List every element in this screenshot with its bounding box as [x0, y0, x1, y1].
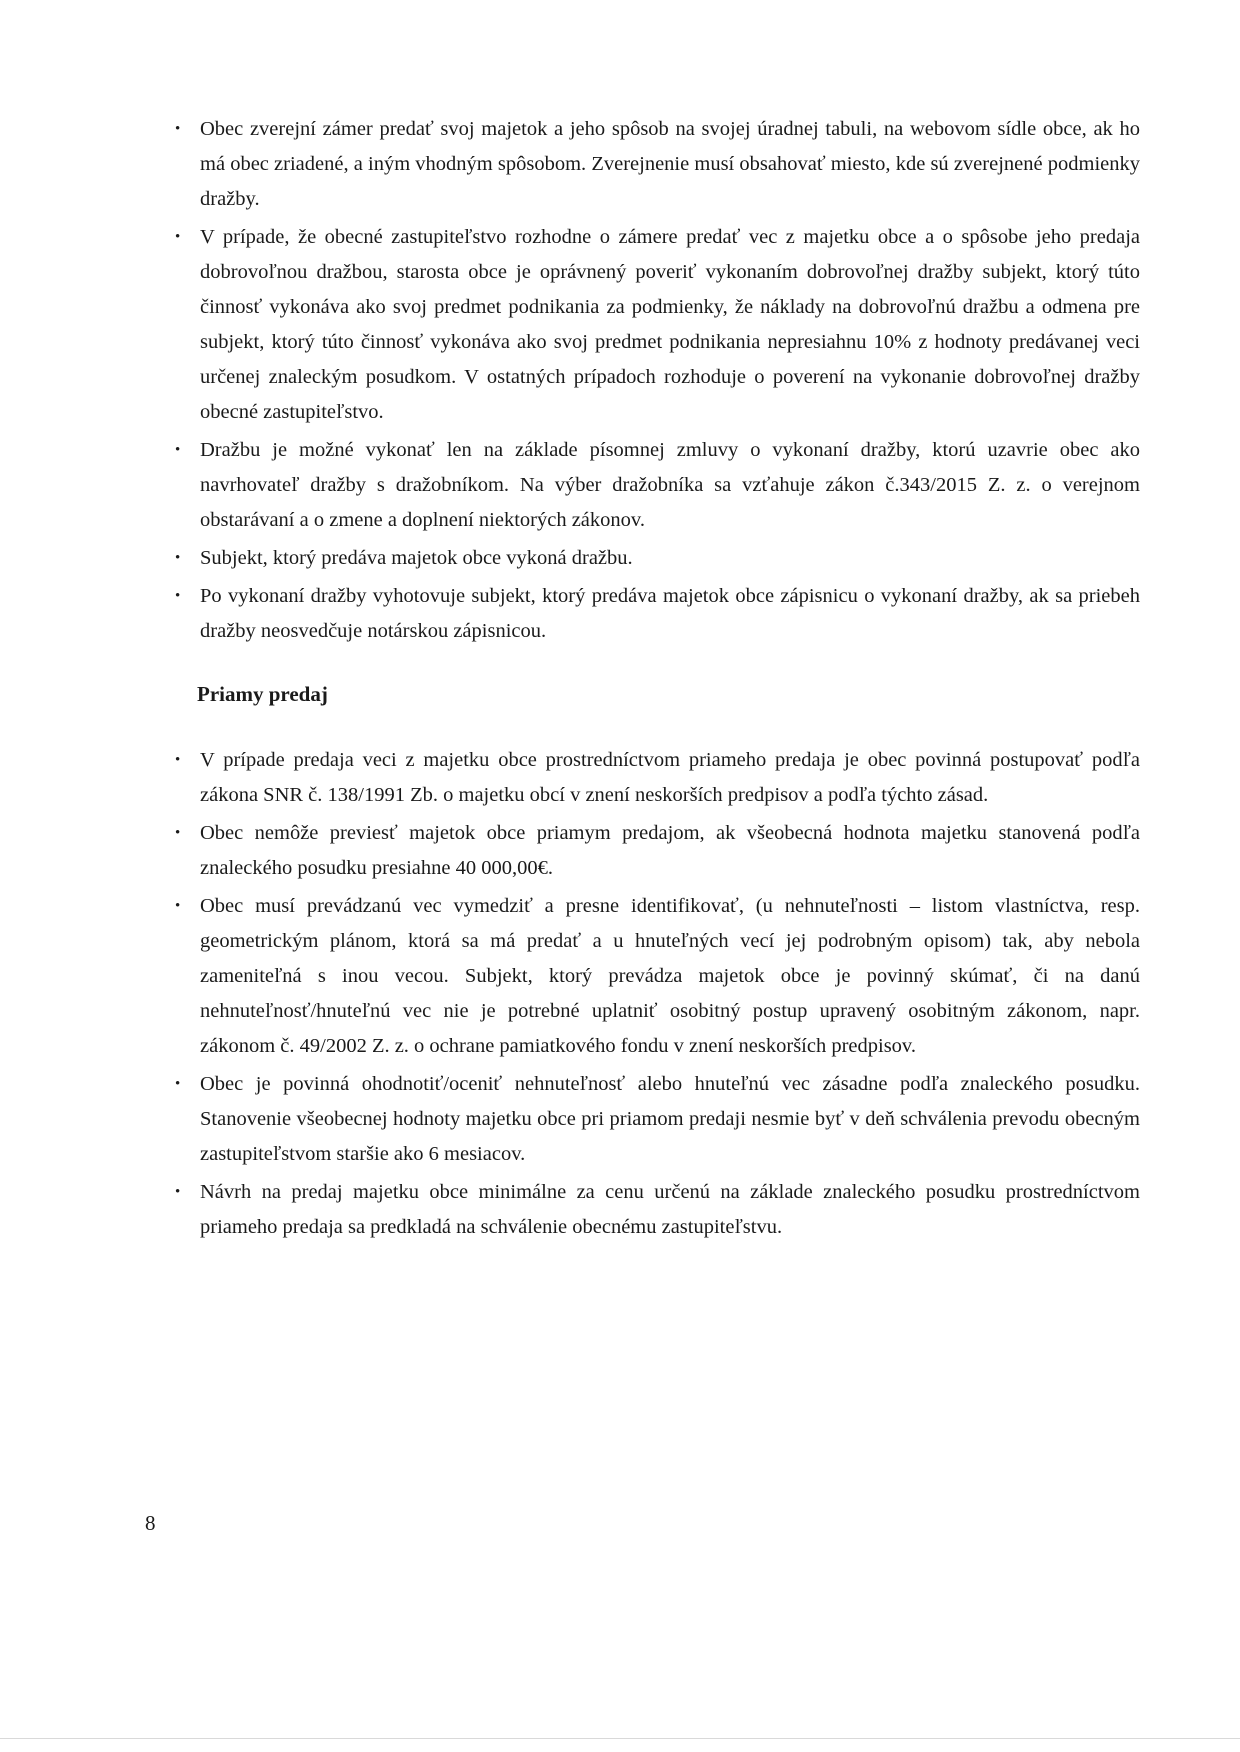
list-item-text: Obec nemôže previesť majetok obce priamym predajom, ak všeobecná hodnota majetku stanovená podľa znaleckého posudku presiahne 40 000,00€. — [200, 822, 1140, 879]
auction-rules-list — [175, 112, 1140, 649]
list-item — [175, 433, 1140, 538]
list-item-text: Návrh na predaj majetku obce minimálne za cenu určenú na základe znaleckého posudku prostredníctvom priameho predaja sa predkladá na schválenie obecnému zastupiteľstvu. — [200, 1181, 1140, 1238]
section-heading: Priamy predaj — [197, 682, 328, 706]
list-item-text: Po vykonaní dražby vyhotovuje subjekt, ktorý predáva majetok obce zápisnicu o vykonaní dražby, ak sa priebeh dražby neosvedčuje notárskou zápisnicou. — [200, 585, 1140, 642]
list-item — [175, 220, 1140, 430]
list-item — [175, 579, 1140, 649]
list-item — [175, 889, 1140, 1064]
list-item — [175, 816, 1140, 886]
page-content — [175, 112, 1140, 1248]
list-item — [175, 541, 1140, 576]
direct-sale-rules-list — [175, 743, 1140, 1245]
bullet-icon: • — [175, 1184, 181, 1200]
bullet-icon: • — [175, 898, 181, 914]
list-item — [175, 1067, 1140, 1172]
bullet-icon: • — [175, 1076, 181, 1092]
list-item-text: Subjekt, ktorý predáva majetok obce vykoná dražbu. — [200, 547, 633, 569]
bullet-icon: • — [175, 229, 181, 245]
bullet-icon: • — [175, 752, 181, 768]
list-item-text: V prípade, že obecné zastupiteľstvo rozhodne o zámere predať vec z majetku obce a o spôsobe jeho predaja dobrovoľnou dražbou, starosta obce je oprávnený poveriť vykonaním dobrovoľnej dražby subjekt, ktorý túto činnosť vykonáva ako svoj predmet podnikania za podmienky, že náklady na dobrovoľnú dražbu a odmena pre subjekt, ktorý túto činnosť vykonáva ako svoj predmet podnikania nepresiahnu 10% z hodnoty predávanej veci určenej znaleckým posudkom. V ostatných prípadoch rozhoduje o poverení na vykonanie dobrovoľnej dražby obecné zastupiteľstvo. — [200, 226, 1140, 423]
list-item — [175, 1175, 1140, 1245]
list-item-text: Obec zverejní zámer predať svoj majetok a jeho spôsob na svojej úradnej tabuli, na webovom sídle obce, ak ho má obec zriadené, a iným vhodným spôsobom. Zverejnenie musí obsahovať miesto, kde sú zverejnené podmienky dražby. — [200, 118, 1140, 210]
list-item-text: Obec musí prevádzanú vec vymedziť a presne identifikovať, (u nehnuteľnosti – listom vlastníctva, resp. geometrickým plánom, ktorá sa má predať a u hnuteľných vecí jej podrobným opisom) tak, aby nebola zameniteľná s inou vecou. Subjekt, ktorý prevádza majetok obce je povinný skúmať, či na danú nehnuteľnosť/hnuteľnú vec nie je potrebné uplatniť osobitný postup upravený osobitným zákonom, napr. zákonom č. 49/2002 Z. z. o ochrane pamiatkového fondu v znení neskorších predpisov. — [200, 895, 1140, 1057]
list-item — [175, 743, 1140, 813]
list-item-text: Obec je povinná ohodnotiť/oceniť nehnuteľnosť alebo hnuteľnú vec zásadne podľa znaleckého posudku. Stanovenie všeobecnej hodnoty majetku obce pri priamom predaji nesmie byť v deň schválenia prevodu obecným zastupiteľstvom staršie ako 6 mesiacov. — [200, 1073, 1140, 1165]
bullet-icon: • — [175, 825, 181, 841]
list-item-text: Dražbu je možné vykonať len na základe písomnej zmluvy o vykonaní dražby, ktorú uzavrie obec ako navrhovateľ dražby s dražobníkom. Na výber dražobníka sa vzťahuje zákon č.343/2015 Z. z. o verejnom obstarávaní a o zmene a doplnení niektorých zákonov. — [200, 439, 1140, 531]
list-item-text: V prípade predaja veci z majetku obce prostredníctvom priameho predaja je obec povinná postupovať podľa zákona SNR č. 138/1991 Zb. o majetku obcí v znení neskorších predpisov a podľa týchto zásad. — [200, 749, 1140, 806]
bullet-icon: • — [175, 121, 181, 137]
bullet-icon: • — [175, 588, 181, 604]
bullet-icon: • — [175, 550, 181, 566]
page-number: 8 — [145, 1511, 156, 1535]
list-item — [175, 112, 1140, 217]
bullet-icon: • — [175, 442, 181, 458]
scan-edge-divider — [0, 1738, 1240, 1739]
